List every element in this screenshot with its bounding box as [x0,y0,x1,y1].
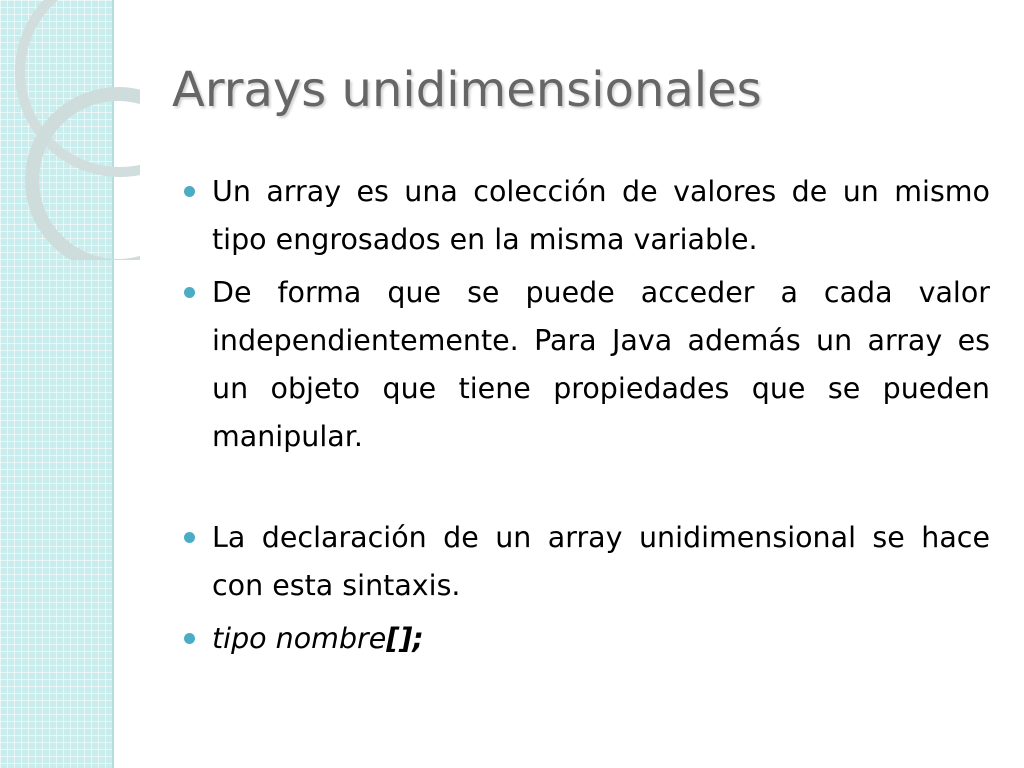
bullet-item-syntax [212,615,990,663]
slide-title: Arrays unidimensionales [172,62,762,118]
syntax-type-name: tipo nombre [212,622,387,655]
bullet-list [212,168,990,668]
bullet-item [212,168,990,264]
decorative-circles-graphic [0,0,140,260]
bullet-icon [184,633,195,644]
bullet-item [212,514,990,610]
bullet-text: Un array es una colección de valores de un mismo tipo engrosados en la misma variable. [212,175,990,256]
bullet-text: De forma que se puede acceder a cada valor independientemente. Para Java además un array es un objeto que tiene propiedades que se pueden manipular. [212,276,990,453]
bullet-icon [184,186,195,197]
bullet-icon [184,532,195,543]
syntax-brackets: []; [386,622,424,655]
bullet-item [212,269,990,461]
decorative-ring-small [32,94,140,260]
bullet-text: La declaración de un array unidimensional se hace con esta sintaxis. [212,521,990,602]
bullet-icon [184,287,195,298]
